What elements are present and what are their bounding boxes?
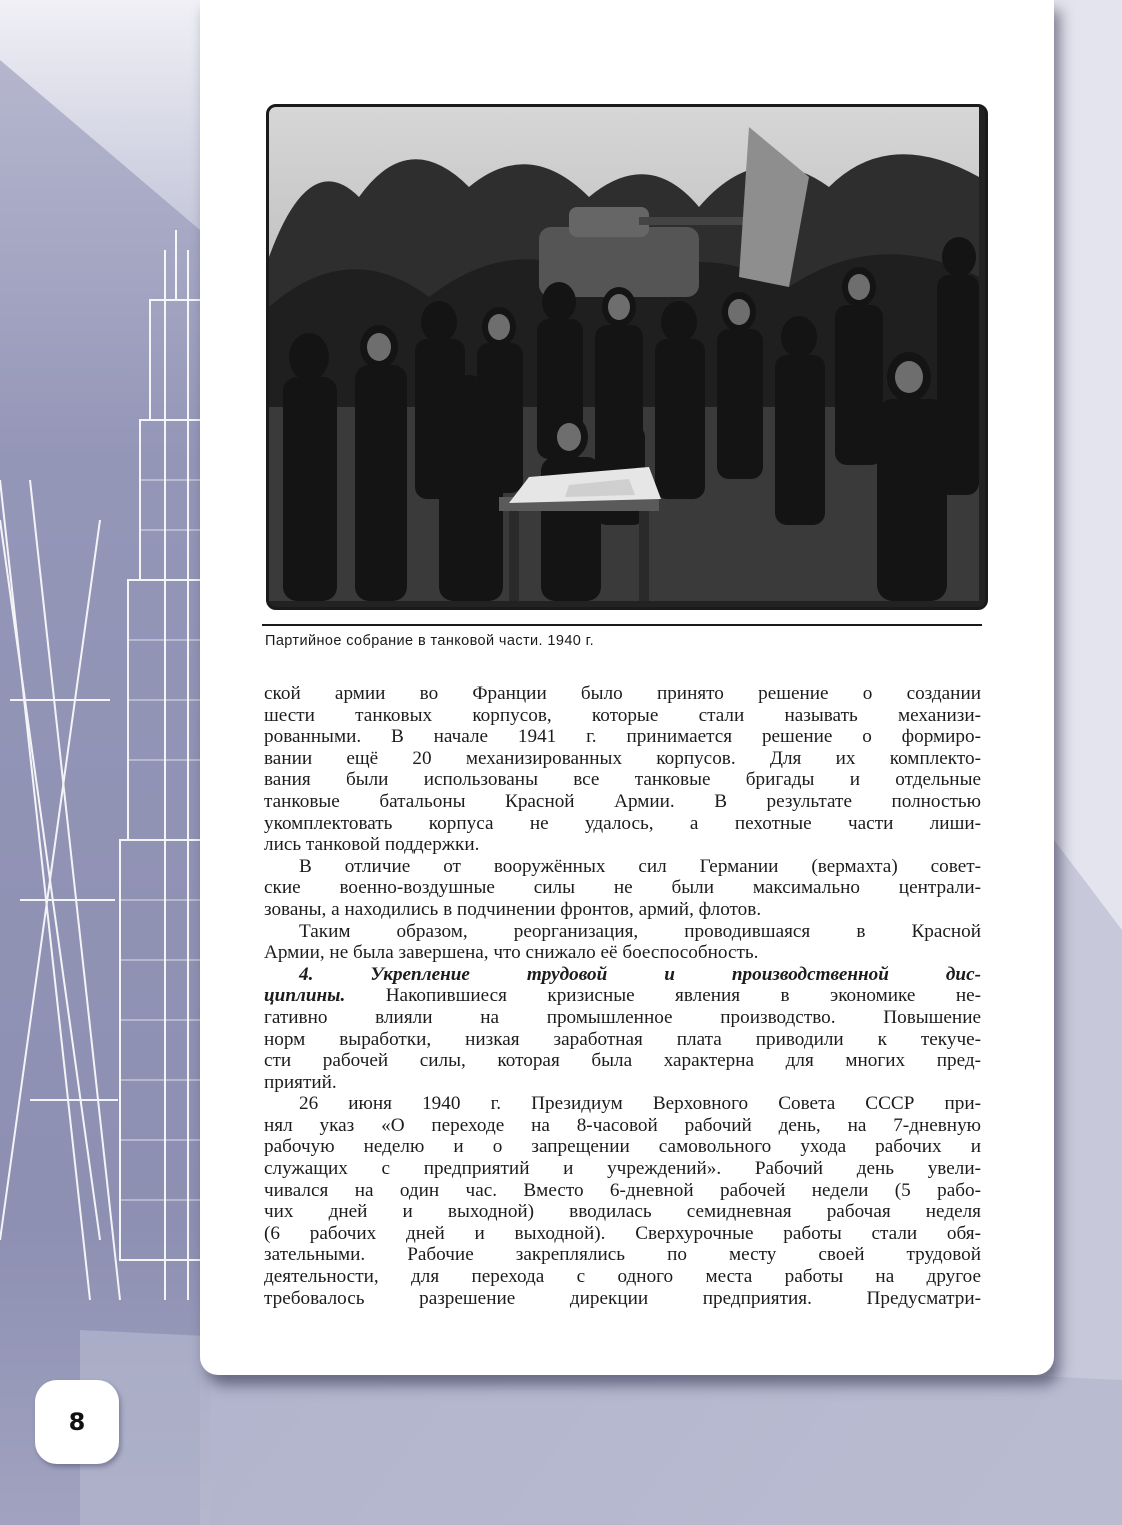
text-line: норм выработки, низкая заработная плата приводили к текуче-	[264, 1028, 981, 1050]
text-line: зательными. Рабочие закреплялись по месту своей трудовой	[264, 1244, 981, 1266]
text-line: лись танковой поддержки.	[264, 834, 480, 856]
text-line: ской армии во Франции было принято решение о создании	[264, 683, 981, 704]
page-number: 8	[68, 1408, 86, 1436]
text-line: зованы, а находились в подчинении фронтов, армий, флотов.	[264, 898, 762, 920]
section-heading: циплины.	[264, 985, 346, 1007]
text-line: нял указ «О переходе на 8-часовой рабочий день, на 7-дневную	[264, 1114, 981, 1136]
body-text	[264, 683, 981, 1309]
figure-caption: Партийное собрание в танковой части. 1940 г.	[265, 633, 595, 649]
text-line: ские военно-воздушные силы не были максимально централи-	[264, 877, 981, 899]
text-line: чивался на один час. Вместо 6-дневной рабочей недели (5 рабо-	[264, 1179, 981, 1201]
text-line: рабочую неделю и о запрещении самовольного ухода рабочих и	[264, 1136, 981, 1158]
page-number-badge	[35, 1380, 119, 1464]
section-heading-line	[264, 964, 981, 986]
text-fragment: Накопившиеся кризисные явления в экономике не-	[345, 985, 981, 1007]
text-line: укомплектовать корпуса не удалось, а пехотные части лиши-	[264, 812, 981, 834]
text-line: 26 июня 1940 г. Президиум Верховного Совета СССР при-	[299, 1093, 981, 1115]
text-line: (6 рабочих дней и выходной). Сверхурочные работы стали обя-	[264, 1222, 981, 1244]
text-line: рованными. В начале 1941 г. принимается решение о формиро-	[264, 726, 981, 748]
text-line: приятий.	[264, 1071, 337, 1093]
text-line: гативно влияли на промышленное производство. Повышение	[264, 1006, 981, 1028]
text-line: требовалось разрешение дирекции предприятия. Предусматри-	[264, 1287, 981, 1309]
text-line: Армии, не была завершена, что снижало её боеспособность.	[264, 942, 759, 964]
historical-photo	[266, 104, 988, 610]
text-line: танковые батальоны Красной Армии. В результате полностью	[264, 790, 981, 812]
text-line: чих дней и выходной) вводилась семидневная рабочая неделя	[264, 1201, 981, 1223]
section-heading-line	[264, 985, 981, 1007]
section-heading: 4. Укрепление трудовой и производственной дис-	[299, 963, 981, 985]
text-line: деятельности, для перехода с одного места работы на другое	[264, 1266, 981, 1288]
text-line: В отличие от вооружённых сил Германии (вермахта) совет-	[299, 855, 981, 877]
text-line: вания были использованы все танковые бригады и отдельные	[264, 769, 981, 791]
text-line: служащих с предприятий и учреждений». Рабочий день увели-	[264, 1158, 981, 1180]
text-line: вании ещё 20 механизированных корпусов. Для их комплекто-	[264, 747, 981, 769]
text-line: шести танковых корпусов, которые стали называть механизи-	[264, 704, 981, 726]
text-line: Таким образом, реорганизация, проводившаяся в Красной	[299, 920, 981, 942]
caption-rule	[262, 624, 982, 626]
text-line: сти рабочей силы, которая была характерна для многих пред-	[264, 1050, 981, 1072]
